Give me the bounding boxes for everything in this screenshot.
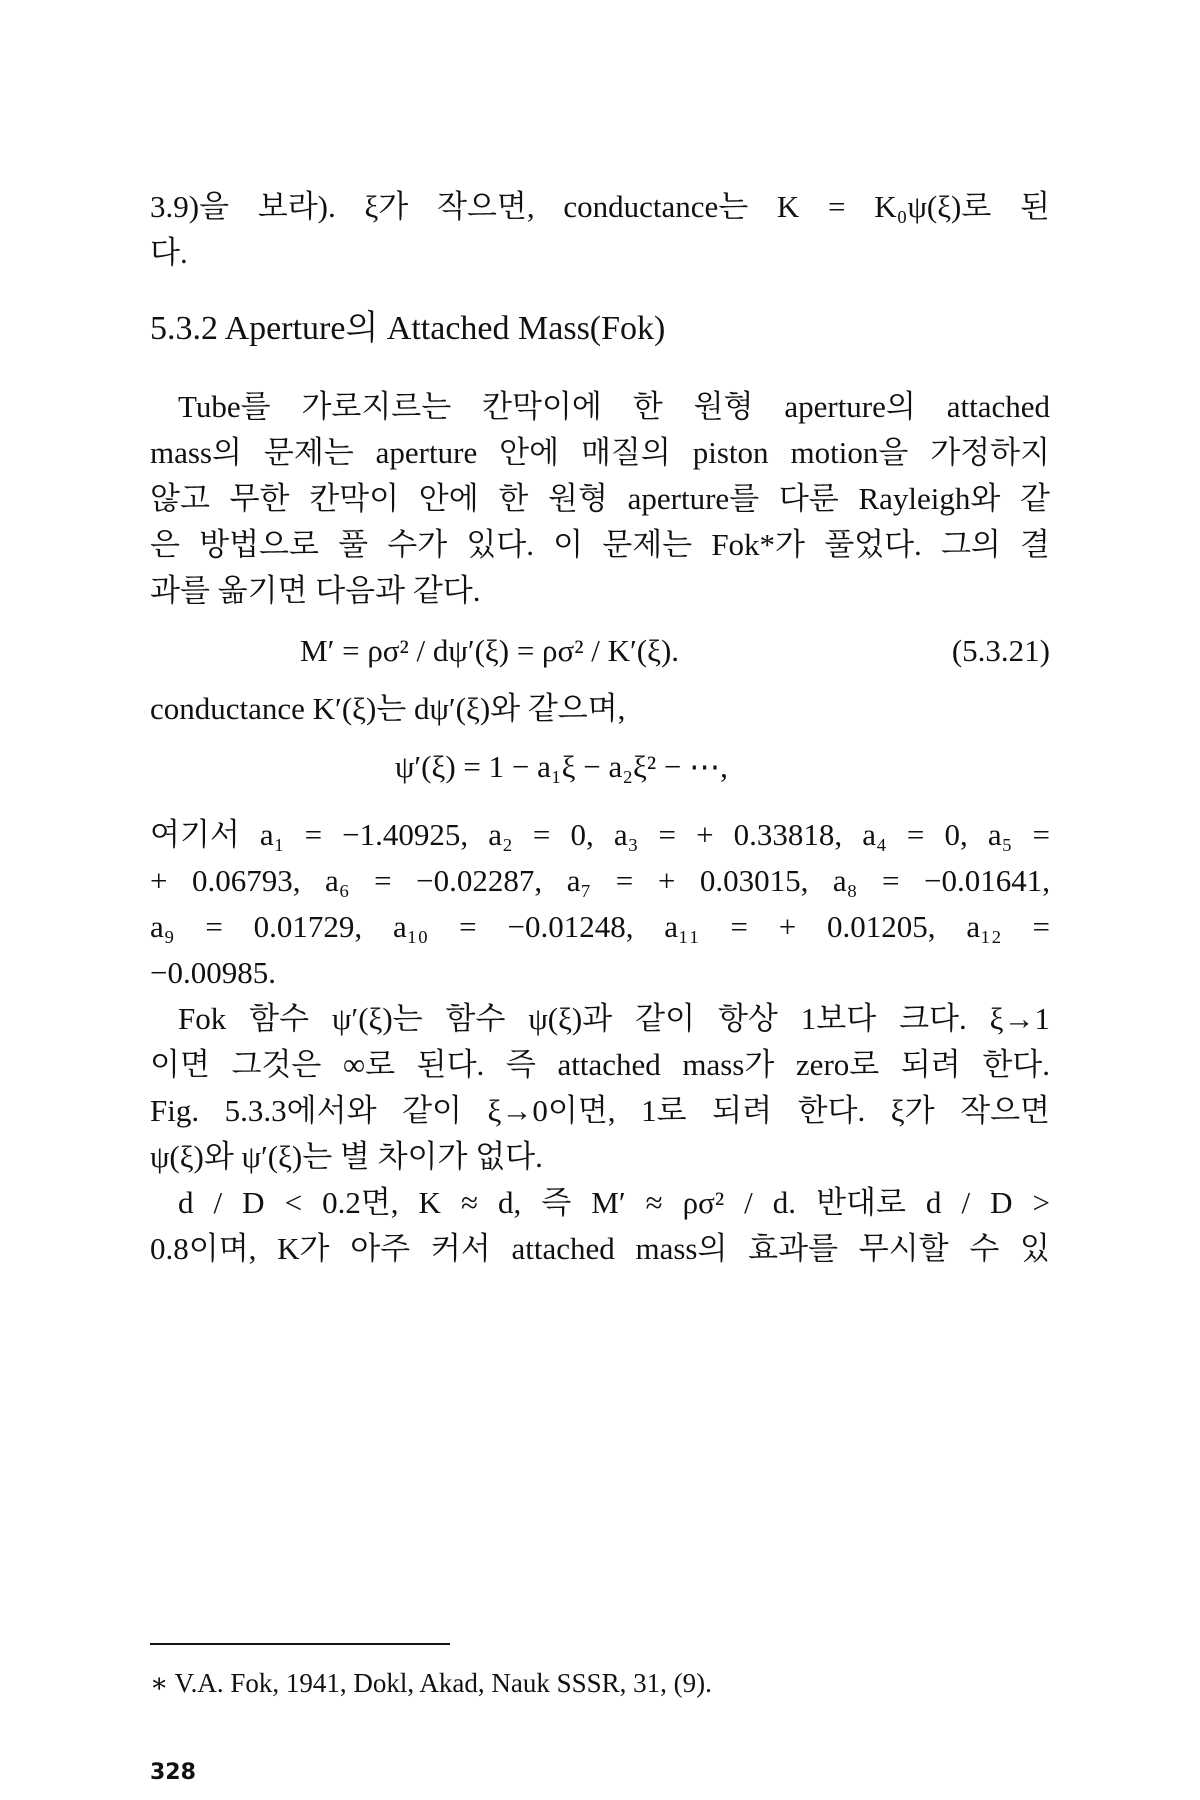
footnote-divider <box>150 1643 450 1645</box>
paragraph-1-line-4: 은 방법으로 풀 수가 있다. 이 문제는 Fok*가 풀었다. 그의 결 <box>150 527 1050 562</box>
paragraph-3-line-2: 0.8이며, K가 아주 커서 attached mass의 효과를 무시할 수 있 <box>150 1231 1050 1266</box>
paragraph-2-line-3: Fig. 5.3.3에서와 같이 ξ→0이면, 1로 되려 한다. ξ가 작으면 <box>150 1093 1050 1128</box>
series-equation: ψ′(ξ) = 1 − a₁ξ − a₂ξ² − ⋯, <box>395 749 728 784</box>
equation-number: (5.3.21) <box>951 633 1050 668</box>
paragraph-1-line-3: 않고 무한 칸막이 안에 한 원형 aperture를 다룬 Rayleigh와 같 <box>150 481 1050 516</box>
paragraph-1-line-5: 과를 옮기면 다음과 같다. <box>150 573 481 608</box>
paragraph-1-line-1: Tube를 가로지르는 칸막이에 한 원형 aperture의 attached <box>178 389 1050 424</box>
paragraph-1-line-2: mass의 문제는 aperture 안에 매질의 piston motion을 가정하지 <box>150 435 1050 470</box>
intro-line-2: 다. <box>150 235 188 270</box>
intro-line-1: 3.9)을 보라). ξ가 작으면, conductance는 K = K₀ψ(ξ)로 된 <box>150 189 1050 224</box>
equation-5-3-21: M′ = ρσ² / dψ′(ξ) = ρσ² / K′(ξ). <box>300 633 680 668</box>
page-number: 328 <box>150 1760 196 1785</box>
paragraph-2-line-1: Fok 함수 ψ′(ξ)는 함수 ψ(ξ)과 같이 항상 1보다 크다. ξ→1 <box>178 1001 1050 1036</box>
coefficients-line-4: −0.00985. <box>150 955 276 990</box>
section-heading: 5.3.2 Aperture의 Attached Mass(Fok) <box>150 310 666 347</box>
paragraph-2-line-2: 이면 그것은 ∞로 된다. 즉 attached mass가 zero로 되려 한다. <box>150 1047 1050 1082</box>
footnote: ∗ V.A. Fok, 1941, Dokl, Akad, Nauk SSSR, 31, (9). <box>150 1668 712 1698</box>
coefficients-line-1: 여기서 a₁ = −1.40925, a₂ = 0, a₃ = + 0.33818, a₄ = 0, a₅ = <box>150 817 1050 852</box>
coefficients-line-2: + 0.06793, a₆ = −0.02287, a₇ = + 0.03015, a₈ = −0.01641, <box>150 863 1050 898</box>
paragraph-3-line-1: d / D < 0.2면, K ≈ d, 즉 M′ ≈ ρσ² / d. 반대로 d / D > <box>178 1185 1050 1220</box>
paragraph-2-line-4: ψ(ξ)와 ψ′(ξ)는 별 차이가 없다. <box>150 1139 543 1174</box>
conductance-line: conductance K′(ξ)는 dψ′(ξ)와 같으며, <box>150 691 626 726</box>
coefficients-line-3: a₉ = 0.01729, a₁₀ = −0.01248, a₁₁ = + 0.01205, a₁₂ = <box>150 909 1050 944</box>
